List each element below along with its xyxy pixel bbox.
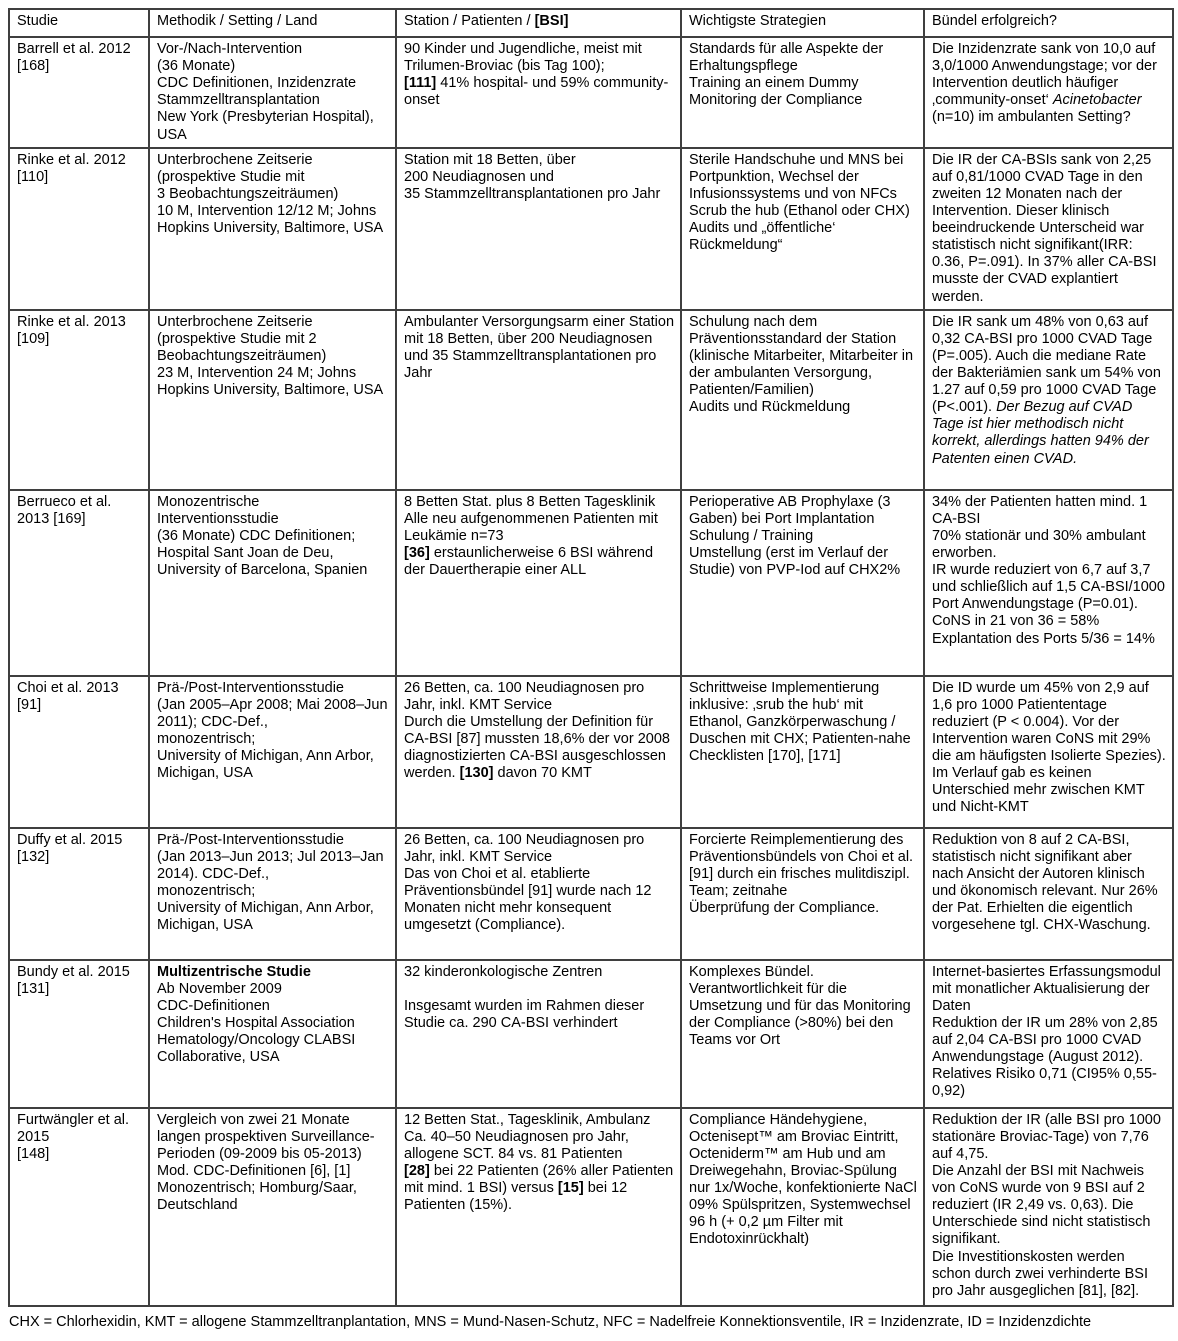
- text-run: Mod. CDC-Definitionen [6], [1]: [157, 1162, 351, 1179]
- text-run: Insgesamt wurden im Rahmen dieser Studie ca. 290 CA-BSI verhindert: [404, 997, 645, 1031]
- table-body: [9, 37, 1173, 1306]
- table-cell-r2-c2: [149, 148, 396, 310]
- table-cell-r6-c1: [9, 828, 149, 960]
- text-run: (Jan 2005–Apr 2008; Mai 2008–Jun 2011); CDC-Def.,: [157, 696, 388, 730]
- study-row-6: [9, 828, 1173, 960]
- table-cell-r1-c1: [9, 37, 149, 148]
- text-run: Ca. 40–50 Neudiagnosen pro Jahr, allogene SCT. 84 vs. 81 Patienten: [404, 1128, 629, 1162]
- text-run: University of Michigan, Ann Arbor, Michigan, USA: [157, 748, 374, 782]
- table-cell-r2-c3: [396, 148, 681, 310]
- table-cell-r6-c2: [149, 828, 396, 960]
- table-cell-r7-c2: [149, 960, 396, 1108]
- text-run: monozentrisch;: [157, 730, 256, 747]
- text-run: Reduktion der IR (alle BSI pro 1000 stationäre Broviac-Tage) von 7,76 auf 4,75.: [932, 1111, 1161, 1162]
- text-run: 23 M, Intervention 24 M; Johns Hopkins University, Baltimore, USA: [157, 364, 384, 399]
- table-cell-r8-c1: [9, 1108, 149, 1306]
- table-cell-r3-c4: [681, 310, 924, 490]
- text-run: Reduktion von 8 auf 2 CA-BSI, statistisch nicht signifikant aber nach Ansicht der Autoren klinisch und ökonomisch relevant. Nur 26% der Pat. Erhielten die eigentlich vorgesehene tgl. CHX-Waschung.: [932, 831, 1158, 934]
- text-run: Internet-basiertes Erfassungsmodul mit monatlicher Aktualisierung der Daten: [932, 963, 1161, 1014]
- text-run: monozentrisch;: [157, 882, 256, 899]
- text-run: davon 70 KMT: [493, 765, 592, 782]
- text-run: [148]: [17, 1145, 50, 1162]
- text-run: Monitoring der Compliance: [689, 92, 863, 109]
- text-run: Multizentrische Studie: [157, 963, 311, 980]
- table-cell-r8-c2: [149, 1108, 396, 1306]
- text-run: Der Bezug auf CVAD Tage ist hier methodisch nicht korrekt, allerdings hatten 94% der Patenten einen CVAD.: [932, 399, 1149, 467]
- text-run: erstaunlicherweise 6 BSI während der Dauertherapie einer ALL: [404, 544, 654, 579]
- table-cell-r1-c5: [924, 37, 1173, 148]
- table-cell-r2-c4: [681, 148, 924, 310]
- text-run: Die ID wurde um 45% von 2,9 auf 1,6 pro 1000 Patiententage reduziert (P < 0.004). Vor der Intervention waren CoNS mit 29% die am häufigsten Isolierte Spezies). Im Verlauf gab es keinen Unterschied mehr zwischen KMT und Nicht-KMT: [932, 679, 1166, 816]
- text-run: Barrell et al. 2012: [17, 41, 131, 57]
- text-run: Die Inzidenzrate sank von 10,0 auf 3,0/1000 Anwendungstage; vor der Intervention deutlich häufiger ‚community-onset‘: [932, 41, 1157, 109]
- text-run: Choi et al. 2013: [17, 679, 119, 696]
- text-run: IR wurde reduziert von 6,7 auf 3,7 und schließlich auf 1,5 CA-BSI/1000 Port Anwendungstage (P=0.01).: [932, 562, 1165, 613]
- table-cell-r3-c2: [149, 310, 396, 490]
- text-run: [BSI]: [534, 13, 569, 29]
- text-run: Ambulanter Versorgungsarm einer Station mit 18 Betten, über 200 Neudiagnosen und 35 Stammzelltransplantationen pro Jahr: [404, 313, 675, 381]
- studies-table: [8, 8, 1174, 1307]
- table-cell-r6-c3: [396, 828, 681, 960]
- text-run: Furtwängler et al.: [17, 1111, 130, 1128]
- text-run: bei 22 Patienten (26% aller Patienten mit mind. 1 BSI) versus: [404, 1162, 674, 1197]
- table-cell-r8-c5: [924, 1108, 1173, 1306]
- text-run: Scrub the hub (Ethanol oder CHX): [689, 202, 910, 219]
- text-run: Unterbrochene Zeitserie: [157, 151, 313, 168]
- table-cell-r7-c1: [9, 960, 149, 1108]
- table-cell-r5-c2: [149, 676, 396, 828]
- text-run: 70% stationär und 30% ambulant erworben.: [932, 527, 1146, 561]
- table-cell-r6-c5: [924, 828, 1173, 960]
- text-run: 10 M, Intervention 12/12 M; Johns Hopkins University, Baltimore, USA: [157, 202, 384, 237]
- abbreviations-footnote: CHX = Chlorhexidin, KMT = allogene Stammzelltranplantation, MNS = Mund-Nasen-Schutz, NFC = Nadelfreie Konnektionsventile, IR = Inzidenzrate, ID = Inzidenzdichte: [9, 1313, 1092, 1330]
- table-cell-r4-c1: [9, 490, 149, 676]
- table-cell-r7-c5: [924, 960, 1173, 1108]
- text-run: Station mit 18 Betten, über: [404, 151, 576, 168]
- text-run: [91]: [17, 696, 42, 713]
- table-cell-r2-c1: [9, 148, 149, 310]
- text-run: 3 Beobachtungszeiträumen): [157, 185, 339, 202]
- table-cell-r1-c4: [681, 37, 924, 148]
- column-header-2: [149, 9, 396, 37]
- text-run: Sterile Handschuhe und MNS bei Portpunktion, Wechsel der Infusionssystems und von NFCs: [689, 151, 904, 202]
- text-run: Bündel erfolgreich?: [932, 13, 1057, 29]
- text-run: Schulung nach dem Präventionsstandard der Station (klinische Mitarbeiter, Mitarbeiter in der ambulanten Versorgung, Patienten/Familien): [689, 313, 914, 399]
- header-row: [9, 9, 1173, 37]
- study-row-1: [9, 37, 1173, 148]
- table-cell-r5-c3: [396, 676, 681, 828]
- text-run: Prä-/Post-Interventionsstudie: [157, 831, 344, 848]
- study-row-8: [9, 1108, 1173, 1306]
- text-run: (prospektive Studie mit 2 Beobachtungszeiträumen): [157, 330, 327, 364]
- text-run: 41% hospital- und 59% community-onset: [404, 75, 669, 109]
- text-run: Perioperative AB Prophylaxe (3 Gaben) bei Port Implantation: [689, 493, 891, 527]
- text-run: [28]: [404, 1162, 430, 1179]
- text-run: (Jan 2013–Jun 2013; Jul 2013–Jan 2014). CDC-Def.,: [157, 848, 384, 882]
- text-run: New York (Presbyterian Hospital), USA: [157, 109, 374, 143]
- text-run: Monozentrische: [157, 493, 260, 510]
- text-run: CDC Definitionen, Inzidenzrate Stammzelltransplantation: [157, 75, 357, 109]
- text-run: [109]: [17, 330, 50, 347]
- text-run: Children's Hospital Association Hematology/Oncology CLABSI Collaborative, USA: [157, 1014, 356, 1066]
- table-cell-r4-c5: [924, 490, 1173, 676]
- text-run: Vor-/Nach-Intervention: [157, 41, 303, 57]
- text-run: Vergleich von zwei 21 Monate langen prospektiven Surveillance-Perioden (09-2009 bis 05-2013): [157, 1111, 375, 1162]
- table-cell-r3-c5: [924, 310, 1173, 490]
- table-cell-r5-c1: [9, 676, 149, 828]
- text-run: Die IR der CA-BSIs sank von 2,25 auf 0,81/1000 CVAD Tage in den zweiten 12 Monaten nach der Intervention. Dieser klinisch beeindruckende Unterscheid war statistisch nicht signifikant(IRR: 0.36, P=.091). In 37% aller CA-BSI musste der CVAD explantiert werden.: [932, 151, 1157, 305]
- text-run: [36]: [404, 544, 430, 561]
- text-run: Methodik / Setting / Land: [157, 13, 318, 29]
- text-run: 35 Stammzelltransplantationen pro Jahr: [404, 185, 661, 202]
- text-run: CoNS in 21 von 36 = 58%: [932, 613, 1100, 630]
- text-run: Hospital Sant Joan de Deu,: [157, 544, 334, 561]
- text-run: 32 kinderonkologische Zentren: [404, 963, 603, 980]
- text-run: 2013 [169]: [17, 510, 86, 527]
- text-run: Rinke et al. 2012: [17, 151, 126, 168]
- table-cell-r6-c4: [681, 828, 924, 960]
- text-run: Monozentrisch; Homburg/Saar, Deutschland: [157, 1180, 357, 1214]
- text-run: [132]: [17, 848, 50, 865]
- table-cell-r4-c3: [396, 490, 681, 676]
- text-run: (n=10) im ambulanten Setting?: [932, 109, 1131, 126]
- text-run: Das von Choi et al. etablierte Präventionsbündel [91] wurde nach 12 Monaten nicht mehr konsequent umgesetzt (Compliance).: [404, 865, 652, 934]
- text-run: Prä-/Post-Interventionsstudie: [157, 679, 344, 696]
- text-run: Rinke et al. 2013: [17, 313, 126, 330]
- text-run: bei 12 Patienten (15%).: [404, 1180, 628, 1214]
- table-cell-r8-c4: [681, 1108, 924, 1306]
- text-run: Alle neu aufgenommenen Patienten mit Leukämie n=73: [404, 510, 658, 544]
- text-run: CDC-Definitionen: [157, 997, 270, 1014]
- text-run: Acinetobacter: [1052, 92, 1142, 109]
- text-run: 26 Betten, ca. 100 Neudiagnosen pro Jahr, inkl. KMT Service: [404, 679, 645, 713]
- text-run: [168]: [17, 58, 50, 75]
- text-run: University of Michigan, Ann Arbor, Michigan, USA: [157, 900, 374, 934]
- text-run: [131]: [17, 980, 50, 997]
- text-run: Durch die Umstellung der Definition für CA-BSI [87] mussten 18,6% der vor 2008 diagnostizierten CA-BSI ausgeschlossen werden.: [404, 713, 670, 782]
- text-run: Ab November 2009: [157, 980, 282, 997]
- column-header-3: [396, 9, 681, 37]
- text-run: Audits und „öffentliche‘ Rückmeldung“: [689, 220, 836, 254]
- text-run: [110]: [17, 168, 49, 185]
- table-cell-r7-c3: [396, 960, 681, 1108]
- text-run: Forcierte Reimplementierung des Präventionsbündels von Choi et al. [91] durch ein frisches mulitdiszipl. Team; zeitnahe: [689, 831, 914, 899]
- text-run: Duffy et al. 2015: [17, 831, 123, 848]
- study-row-3: [9, 310, 1173, 490]
- table-cell-r8-c3: [396, 1108, 681, 1306]
- text-run: Verantwortlichkeit für die Umsetzung und für das Monitoring der Compliance (>80%) bei den Teams vor Ort: [689, 980, 911, 1049]
- text-run: 200 Neudiagnosen und: [404, 168, 554, 185]
- text-run: Wichtigste Strategien: [689, 13, 827, 29]
- text-run: [111]: [404, 75, 437, 92]
- text-run: Standards für alle Aspekte der Erhaltungspflege: [689, 41, 884, 75]
- table-cell-r3-c1: [9, 310, 149, 490]
- table-cell-r2-c5: [924, 148, 1173, 310]
- text-run: Relatives Risiko 0,71 (CI95% 0,55-0,92): [932, 1066, 1157, 1100]
- text-run: Umstellung (erst im Verlauf der Studie) von PVP-Iod auf CHX2%: [689, 544, 901, 579]
- table-cell-r1-c3: [396, 37, 681, 148]
- text-run: [15]: [557, 1180, 584, 1197]
- text-run: Bundy et al. 2015: [17, 963, 130, 980]
- table-cell-r5-c4: [681, 676, 924, 828]
- text-run: 8 Betten Stat. plus 8 Betten Tagesklinik: [404, 493, 656, 510]
- table-cell-r4-c4: [681, 490, 924, 676]
- text-run: Audits und Rückmeldung: [689, 399, 851, 416]
- study-row-7: [9, 960, 1173, 1108]
- text-run: Schulung / Training: [689, 527, 814, 544]
- text-run: Die Anzahl der BSI mit Nachweis von CoNS wurde von 9 BSI auf 2 reduziert (IR 2,49 vs. 0,63). Die Unterschiede sind nicht statistisch signifikant.: [932, 1162, 1151, 1248]
- text-run: Überprüfung der Compliance.: [689, 900, 880, 917]
- text-run: Explantation des Ports 5/36 = 14%: [932, 630, 1155, 647]
- study-row-2: [9, 148, 1173, 310]
- text-run: 12 Betten Stat., Tagesklinik, Ambulanz: [404, 1111, 651, 1128]
- column-header-5: [924, 9, 1173, 37]
- text-run: Studie: [17, 13, 59, 29]
- text-run: 34% der Patienten hatten mind. 1 CA-BSI: [932, 493, 1148, 527]
- text-run: Die IR sank um 48% von 0,63 auf 0,32 CA-BSI pro 1000 CVAD Tage (P=.005). Auch die mediane Rate der Bakteriämien sank um 54% von 1.27 auf 0,59 pro 1000 CVAD Tage (P<.001).: [932, 313, 1161, 416]
- study-row-4: [9, 490, 1173, 676]
- text-run: Interventionsstudie: [157, 510, 279, 527]
- column-header-1: [9, 9, 149, 37]
- text-run: 26 Betten, ca. 100 Neudiagnosen pro Jahr, inkl. KMT Service: [404, 831, 645, 865]
- text-run: University of Barcelona, Spanien: [157, 562, 368, 579]
- column-header-4: [681, 9, 924, 37]
- text-run: Komplexes Bündel.: [689, 963, 814, 980]
- text-run: Die Investitionskosten werden schon durch zwei verhinderte BSI pro Jahr ausgeglichen [81], [82].: [932, 1248, 1148, 1299]
- text-run: (36 Monate): [157, 58, 236, 75]
- text-run: [130]: [459, 765, 494, 782]
- text-run: Station / Patienten /: [404, 13, 535, 29]
- text-run: Training an einem Dummy: [689, 75, 859, 92]
- text-run: (prospektive Studie mit: [157, 168, 305, 185]
- text-run: Berrueco et al.: [17, 493, 112, 510]
- text-run: Unterbrochene Zeitserie: [157, 313, 313, 330]
- table-cell-r3-c3: [396, 310, 681, 490]
- study-row-5: [9, 676, 1173, 828]
- text-run: Schrittweise Implementierung inklusive: ‚srub the hub‘ mit Ethanol, Ganzkörperwaschung / Duschen mit CHX; Patienten-nahe Checklisten [170], [171]: [689, 679, 911, 765]
- text-run: Reduktion der IR um 28% von 2,85 auf 2,04 CA-BSI pro 1000 CVAD Anwendungstage (August 2012).: [932, 1014, 1158, 1066]
- text-run: (36 Monate) CDC Definitionen;: [157, 527, 356, 544]
- table-cell-r1-c2: [149, 37, 396, 148]
- table-cell-r7-c4: [681, 960, 924, 1108]
- text-run: 90 Kinder und Jugendliche, meist mit Trilumen-Broviac (bis Tag 100);: [404, 41, 642, 75]
- text-run: 2015: [17, 1128, 50, 1145]
- table-cell-r5-c5: [924, 676, 1173, 828]
- table-cell-r4-c2: [149, 490, 396, 676]
- text-run: Compliance Händehygiene, Octenisept™ am Broviac Eintritt, Octeniderm™ am Hub und am Dreiwegehahn, Broviac-Spülung nur 1x/Woche, konfektionierte NaCl 09% Spülspritzen, Systemwechsel 96 h (+ 0,2 µm Filter mit Endotoxinrückhalt): [689, 1111, 917, 1248]
